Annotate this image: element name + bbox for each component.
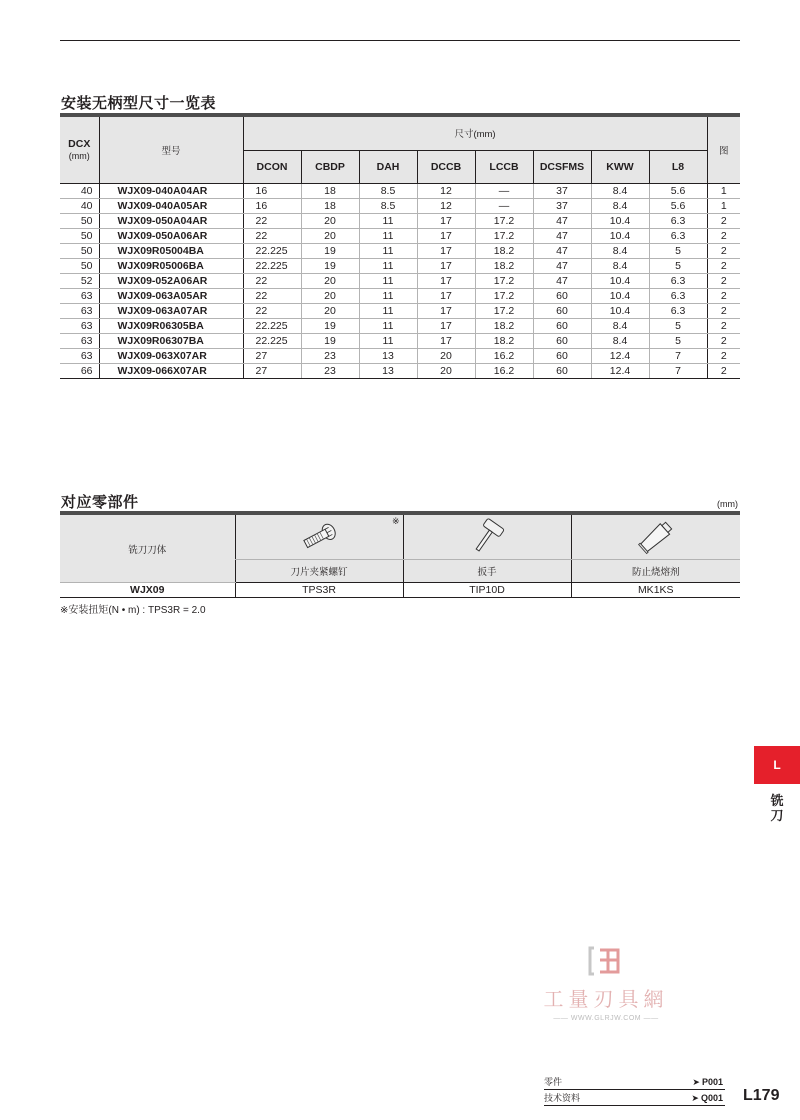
cell-dcon: 22	[243, 273, 301, 288]
cell-dcx: 50	[60, 228, 99, 243]
cell-dccb: 12	[417, 183, 475, 198]
page-number: L179	[743, 1087, 780, 1104]
footer-ref-p001[interactable]: P001	[701, 1077, 723, 1087]
cell-lccb: 18.2	[475, 333, 533, 348]
cell-l8: 5	[649, 258, 707, 273]
cell-fig: 2	[707, 273, 740, 288]
header-l8: L8	[649, 150, 707, 183]
cell-l8: 6.3	[649, 213, 707, 228]
table-row	[60, 348, 740, 363]
cell-dah: 11	[359, 228, 417, 243]
watermark-url: —— WWW.GLRJW.COM ——	[553, 1015, 659, 1022]
table-row	[60, 288, 740, 303]
table-row	[60, 183, 740, 198]
section-tab-label: 铣 刀	[770, 793, 784, 823]
cell-model: WJX09R05006BA	[99, 258, 243, 273]
cell-dcsfms: 47	[533, 273, 591, 288]
cell-dcsfms: 47	[533, 258, 591, 273]
cell-cbdp: 19	[301, 258, 359, 273]
cell-dcon: 22.225	[243, 318, 301, 333]
cell-dcsfms: 60	[533, 288, 591, 303]
cell-fig: 2	[707, 303, 740, 318]
cell-model: WJX09R06305BA	[99, 318, 243, 333]
cell-lccb: 17.2	[475, 228, 533, 243]
top-rule	[60, 40, 740, 41]
cell-dcsfms: 60	[533, 363, 591, 378]
cell-lccb: 17.2	[475, 213, 533, 228]
section-tab-l[interactable]: L	[754, 746, 800, 784]
cell-l8: 6.3	[649, 303, 707, 318]
cell-lccb: 18.2	[475, 318, 533, 333]
cell-cbdp: 23	[301, 363, 359, 378]
footer-label-technical: 技术资料	[544, 1093, 581, 1103]
cell-l8: 6.3	[649, 228, 707, 243]
parts-section-title: 对应零部件	[61, 494, 139, 511]
cell-dah: 13	[359, 348, 417, 363]
torque-note: ※安装扭矩(N • m) : TPS3R = 2.0	[60, 605, 206, 616]
footer-ref-parts[interactable]	[544, 1075, 725, 1090]
cell-dah: 11	[359, 318, 417, 333]
cell-dah: 11	[359, 303, 417, 318]
cell-cbdp: 20	[301, 213, 359, 228]
table-row	[60, 303, 740, 318]
footer-label-parts: 零件	[544, 1077, 563, 1087]
cell-fig: 2	[707, 243, 740, 258]
cell-dcon: 22	[243, 228, 301, 243]
cell-dcx: 40	[60, 198, 99, 213]
cell-l8: 5	[649, 333, 707, 348]
cell-kww: 12.4	[591, 363, 649, 378]
table-row	[60, 273, 740, 288]
cell-model: WJX09-040A04AR	[99, 183, 243, 198]
cell-dah: 11	[359, 333, 417, 348]
cell-model: WJX09-066X07AR	[99, 363, 243, 378]
cell-dcon: 22	[243, 288, 301, 303]
part-value-wrench: TIP10D	[403, 583, 571, 598]
cell-l8: 6.3	[649, 288, 707, 303]
cell-dccb: 17	[417, 258, 475, 273]
cell-dah: 8.5	[359, 183, 417, 198]
cell-dcon: 22.225	[243, 258, 301, 273]
arrow-right-icon: ➤	[691, 1093, 699, 1103]
cell-kww: 8.4	[591, 243, 649, 258]
cell-dcsfms: 60	[533, 318, 591, 333]
cell-model: WJX09-063X07AR	[99, 348, 243, 363]
table-row	[60, 213, 740, 228]
cell-lccb: 18.2	[475, 243, 533, 258]
cell-dah: 11	[359, 243, 417, 258]
cell-dah: 11	[359, 258, 417, 273]
cell-dcon: 22.225	[243, 333, 301, 348]
cell-l8: 5.6	[649, 198, 707, 213]
cell-kww: 8.4	[591, 318, 649, 333]
table-row	[60, 258, 740, 273]
cell-l8: 5	[649, 318, 707, 333]
cell-kww: 8.4	[591, 333, 649, 348]
header-lccb: LCCB	[475, 150, 533, 183]
cell-lccb: 17.2	[475, 288, 533, 303]
wrench-icon	[467, 518, 507, 556]
cell-lccb: 17.2	[475, 273, 533, 288]
cell-cbdp: 20	[301, 288, 359, 303]
cell-l8: 7	[649, 348, 707, 363]
cell-dcon: 22.225	[243, 243, 301, 258]
cell-model: WJX09-063A05AR	[99, 288, 243, 303]
cell-dcx: 50	[60, 213, 99, 228]
cell-dccb: 17	[417, 318, 475, 333]
cell-kww: 10.4	[591, 303, 649, 318]
header-dimensions: 尺寸(mm)	[243, 117, 707, 150]
cell-model: WJX09R05004BA	[99, 243, 243, 258]
cell-dah: 13	[359, 363, 417, 378]
cell-dah: 11	[359, 273, 417, 288]
footer-ref-q001[interactable]: Q001	[700, 1093, 723, 1103]
header-dah: DAH	[359, 150, 417, 183]
table-row	[60, 318, 740, 333]
cell-model: WJX09-063A07AR	[99, 303, 243, 318]
cell-dccb: 20	[417, 348, 475, 363]
cell-cbdp: 20	[301, 303, 359, 318]
cell-kww: 10.4	[591, 228, 649, 243]
cell-model: WJX09-052A06AR	[99, 273, 243, 288]
cell-fig: 2	[707, 288, 740, 303]
cell-kww: 8.4	[591, 183, 649, 198]
cell-dcon: 22	[243, 303, 301, 318]
cell-cbdp: 19	[301, 318, 359, 333]
cell-dccb: 20	[417, 363, 475, 378]
cell-dah: 8.5	[359, 198, 417, 213]
header-dcsfms: DCSFMS	[533, 150, 591, 183]
cell-cbdp: 23	[301, 348, 359, 363]
cell-dcx: 50	[60, 258, 99, 273]
cell-fig: 1	[707, 198, 740, 213]
holder-label: 铣刀刀体	[60, 515, 235, 583]
cell-kww: 10.4	[591, 213, 649, 228]
header-dccb: DCCB	[417, 150, 475, 183]
asterisk-mark: ※	[391, 516, 400, 526]
cell-fig: 2	[707, 348, 740, 363]
header-dcx: DCX (mm)	[60, 117, 99, 183]
cell-dcsfms: 47	[533, 213, 591, 228]
cell-cbdp: 18	[301, 183, 359, 198]
part-image-screw	[235, 515, 403, 560]
cell-dcx: 40	[60, 183, 99, 198]
cell-l8: 7	[649, 363, 707, 378]
cell-dcx: 63	[60, 303, 99, 318]
cell-kww: 10.4	[591, 288, 649, 303]
cell-kww: 8.4	[591, 198, 649, 213]
cell-dcx: 50	[60, 243, 99, 258]
cell-fig: 2	[707, 213, 740, 228]
cell-dcsfms: 47	[533, 228, 591, 243]
cell-cbdp: 19	[301, 243, 359, 258]
cell-dccb: 17	[417, 333, 475, 348]
cell-dcsfms: 47	[533, 243, 591, 258]
header-dcon: DCON	[243, 150, 301, 183]
cell-l8: 5.6	[649, 183, 707, 198]
cell-dcsfms: 37	[533, 183, 591, 198]
header-figure: 图	[707, 117, 740, 183]
cell-kww: 10.4	[591, 273, 649, 288]
cell-dcon: 16	[243, 183, 301, 198]
cell-cbdp: 20	[301, 273, 359, 288]
table-row	[60, 363, 740, 378]
part-value-tube: MK1KS	[571, 583, 740, 598]
cell-dcx: 52	[60, 273, 99, 288]
cell-cbdp: 19	[301, 333, 359, 348]
cell-dcon: 27	[243, 363, 301, 378]
cell-cbdp: 20	[301, 228, 359, 243]
cell-dcx: 63	[60, 348, 99, 363]
cell-dcx: 66	[60, 363, 99, 378]
part-image-tube	[571, 515, 740, 560]
cell-kww: 8.4	[591, 258, 649, 273]
cell-dcx: 63	[60, 288, 99, 303]
header-model: 型号	[99, 117, 243, 183]
watermark-text: 工量刃具網	[543, 989, 669, 1011]
parts-table	[60, 515, 740, 598]
cell-lccb: —	[475, 183, 533, 198]
table-row	[60, 198, 740, 213]
cell-dcon: 16	[243, 198, 301, 213]
cell-dccb: 12	[417, 198, 475, 213]
cell-fig: 2	[707, 258, 740, 273]
watermark	[538, 946, 674, 1022]
cell-dccb: 17	[417, 303, 475, 318]
arrow-right-icon: ➤	[692, 1077, 700, 1087]
cell-fig: 2	[707, 318, 740, 333]
cell-l8: 6.3	[649, 273, 707, 288]
footer-ref-technical[interactable]	[544, 1091, 725, 1106]
cell-dcx: 63	[60, 318, 99, 333]
table-row	[60, 243, 740, 258]
cell-dcon: 27	[243, 348, 301, 363]
cell-fig: 2	[707, 363, 740, 378]
cell-dccb: 17	[417, 288, 475, 303]
dimensions-section-title: 安装无柄型尺寸一览表	[61, 95, 217, 112]
holder-value: WJX09	[60, 583, 235, 598]
cell-dcsfms: 60	[533, 348, 591, 363]
cell-dccb: 17	[417, 228, 475, 243]
cell-fig: 2	[707, 228, 740, 243]
part-image-wrench	[403, 515, 571, 560]
cell-dccb: 17	[417, 243, 475, 258]
cell-model: WJX09-050A06AR	[99, 228, 243, 243]
part-name-wrench: 扳手	[403, 560, 571, 583]
cell-model: WJX09R06307BA	[99, 333, 243, 348]
cell-dcsfms: 37	[533, 198, 591, 213]
cell-fig: 2	[707, 333, 740, 348]
dimensions-table	[60, 117, 740, 379]
cell-dccb: 17	[417, 213, 475, 228]
cell-dcx: 63	[60, 333, 99, 348]
cell-model: WJX09-050A04AR	[99, 213, 243, 228]
cell-lccb: 16.2	[475, 363, 533, 378]
cell-lccb: 18.2	[475, 258, 533, 273]
cell-model: WJX09-040A05AR	[99, 198, 243, 213]
cell-l8: 5	[649, 243, 707, 258]
parts-unit-label: (mm)	[717, 499, 738, 509]
cell-dah: 11	[359, 213, 417, 228]
header-kww: KWW	[591, 150, 649, 183]
cell-fig: 1	[707, 183, 740, 198]
watermark-logo-icon	[588, 946, 624, 976]
cell-dcsfms: 60	[533, 303, 591, 318]
cell-lccb: 16.2	[475, 348, 533, 363]
part-name-screw: 刀片夹紧螺钉	[235, 560, 403, 583]
cell-lccb: —	[475, 198, 533, 213]
part-name-tube: 防止烧熔剂	[571, 560, 740, 583]
cell-lccb: 17.2	[475, 303, 533, 318]
cell-dccb: 17	[417, 273, 475, 288]
tube-icon	[634, 517, 678, 557]
part-value-screw: TPS3R	[235, 583, 403, 598]
cell-dcsfms: 60	[533, 333, 591, 348]
screw-icon	[297, 520, 341, 554]
cell-cbdp: 18	[301, 198, 359, 213]
table-row	[60, 333, 740, 348]
cell-dcon: 22	[243, 213, 301, 228]
table-row	[60, 228, 740, 243]
header-cbdp: CBDP	[301, 150, 359, 183]
cell-dah: 11	[359, 288, 417, 303]
cell-kww: 12.4	[591, 348, 649, 363]
